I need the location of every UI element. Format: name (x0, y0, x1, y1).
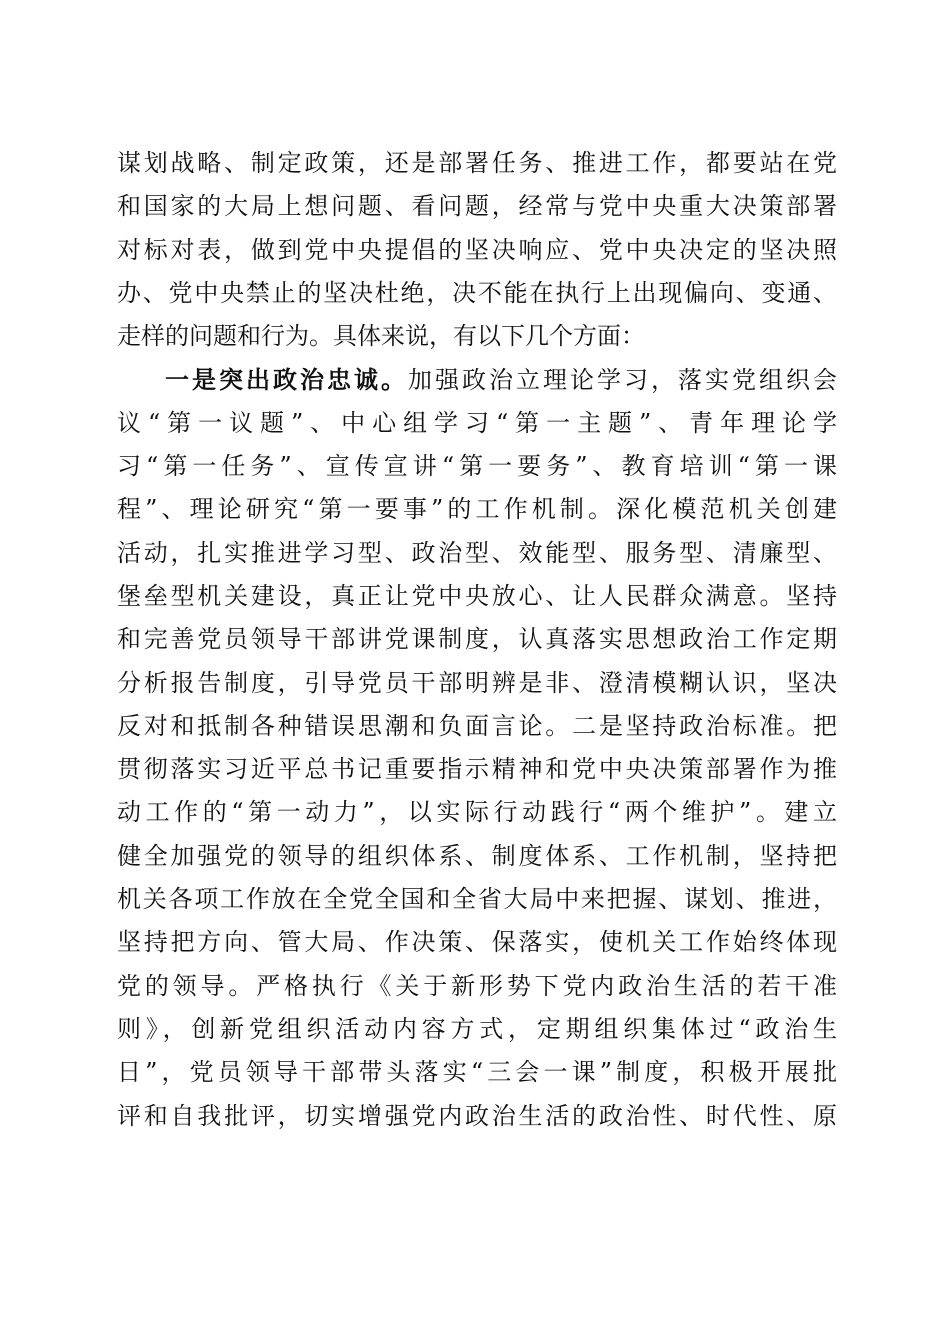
text-line: 机关各项工作放在全党全国和全省大局中来把握、谋划、推进， (117, 885, 837, 914)
text-line: 分析报告制度，引导党员干部明辨是非、澄清模糊认识，坚决 (117, 668, 837, 697)
text-line: 和国家的大局上想问题、看问题，经常与党中央重大决策部署 (117, 192, 837, 221)
paragraph-first-line (117, 358, 837, 401)
text-run: 加强政治立理论学习，落实党组织会 (408, 366, 837, 395)
text-line: 日”，党员领导干部带头落实“三会一课”制度，积极开展批 (117, 1058, 837, 1087)
text-line: 坚持把方向、管大局、作决策、保落实，使机关工作始终体现 (117, 928, 837, 957)
text-line: 走样的问题和行为。具体来说，有以下几个方面： (117, 322, 645, 351)
text-line: 对标对表，做到党中央提倡的坚决响应、党中央决定的坚决照 (117, 235, 837, 264)
text-line: 和完善党员领导干部讲党课制度，认真落实思想政治工作定期 (117, 625, 837, 654)
text-line: 堡垒型机关建设，真正让党中央放心、让人民群众满意。坚持 (117, 581, 837, 610)
text-line: 贯彻落实习近平总书记重要指示精神和党中央决策部署作为推 (117, 755, 837, 784)
text-line: 议“第一议题”、中心组学习“第一主题”、青年理论学 (117, 408, 837, 437)
text-line: 则》，创新党组织活动内容方式，定期组织集体过“政治生 (117, 1014, 837, 1043)
text-line: 健全加强党的领导的组织体系、制度体系、工作机制，坚持把 (117, 841, 837, 870)
text-line: 谋划战略、制定政策，还是部署任务、推进工作，都要站在党 (117, 149, 837, 177)
body-text (117, 142, 837, 1138)
section-heading-inline: 一是突出政治忠诚。 (165, 365, 408, 395)
text-line: 动工作的“第一动力”，以实际行动践行“两个维护”。建立 (117, 798, 837, 827)
text-line: 办、党中央禁止的坚决杜绝，决不能在执行上出现偏向、变通、 (117, 278, 837, 307)
text-line: 党的领导。严格执行《关于新形势下党内政治生活的若干准 (117, 971, 837, 1000)
text-line: 反对和抵制各种错误思潮和负面言论。二是坚持政治标准。把 (117, 711, 837, 740)
text-line: 活动，扎实推进学习型、政治型、效能型、服务型、清廉型、 (117, 538, 837, 567)
text-line: 评和自我批评，切实增强党内政治生活的政治性、时代性、原 (117, 1101, 837, 1130)
text-line: 程”、理论研究“第一要事”的工作机制。深化模范机关创建 (117, 495, 837, 524)
text-line: 习“第一任务”、宣传宣讲“第一要务”、教育培训“第一课 (117, 452, 837, 481)
